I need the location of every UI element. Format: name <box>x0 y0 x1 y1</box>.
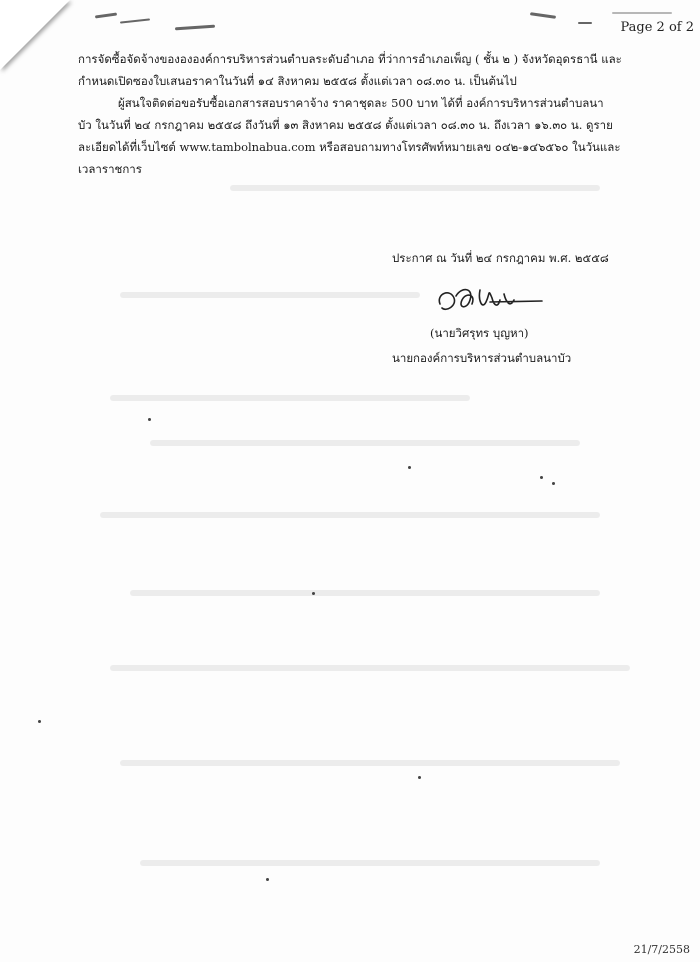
body-text <box>78 48 638 180</box>
page-number: Page 2 of 2 <box>620 20 694 35</box>
bleed-through <box>110 665 630 671</box>
bleed-through <box>120 760 620 766</box>
paragraph-line: กำหนดเปิดซองใบเสนอราคาในวันที่ ๑๔ สิงหาคม ๒๕๕๘ ตั้งแต่เวลา ๐๘.๓๐ น. เป็นต้นไป <box>78 74 517 88</box>
announcement-date: ประกาศ ณ วันที่ ๒๔ กรกฎาคม พ.ศ. ๒๕๕๘ <box>392 251 609 265</box>
paragraph-line: เวลาราชการ <box>78 162 142 176</box>
stamp-date: 21/7/2558 <box>633 943 690 956</box>
bleed-through <box>100 512 600 518</box>
speck <box>552 482 555 485</box>
paragraph-line: บัว ในวันที่ ๒๔ กรกฎาคม ๒๕๕๘ ถึงวันที่ ๑๓ สิงหาคม ๒๕๕๘ ตั้งแต่เวลา ๐๘.๓๐ น. ถึงเวลา ๑๖.๓๐ น. ดูราย <box>78 118 613 132</box>
paragraph-line: ละเอียดได้ที่เว็บไซต์ www.tambolnabua.com หรือสอบถามทางโทรศัพท์หมายเลข ๐๔๒-๑๔๖๕๖๐ ในวันและ <box>78 140 621 154</box>
folded-corner <box>0 0 70 70</box>
scan-mark <box>175 25 215 31</box>
bleed-through <box>140 860 600 866</box>
signer-name: (นายวิศรุทร บุญหา) <box>430 326 529 340</box>
scan-mark <box>530 12 556 19</box>
speck <box>418 776 421 779</box>
speck <box>38 720 41 723</box>
bleed-through <box>130 590 600 596</box>
paragraph-line: การจัดซื้อจัดจ้างของององค์การบริหารส่วนตำบลระดับอำเภอ ที่ว่าการอำเภอเพ็ญ ( ชั้น ๒ ) จังหวัดอุดรธานี และ <box>78 52 622 66</box>
speck <box>312 592 315 595</box>
signer-title: นายกองค์การบริหารส่วนตำบลนาบัว <box>392 351 572 365</box>
bleed-through <box>110 395 470 401</box>
bleed-through <box>120 292 420 298</box>
bleed-through <box>230 185 600 191</box>
scan-mark <box>120 18 150 23</box>
scan-mark <box>612 12 672 14</box>
speck <box>148 418 151 421</box>
paragraph-line: ผู้สนใจติดต่อขอรับซื้อเอกสารสอบราคาจ้าง ราคาชุดละ 500 บาท ได้ที่ องค์การบริหารส่วนตำบลนา <box>118 96 604 110</box>
scan-mark <box>578 22 592 24</box>
speck <box>540 476 543 479</box>
scan-mark <box>95 12 117 18</box>
bleed-through <box>150 440 580 446</box>
handwritten-signature <box>432 282 552 322</box>
speck <box>266 878 269 881</box>
speck <box>408 466 411 469</box>
